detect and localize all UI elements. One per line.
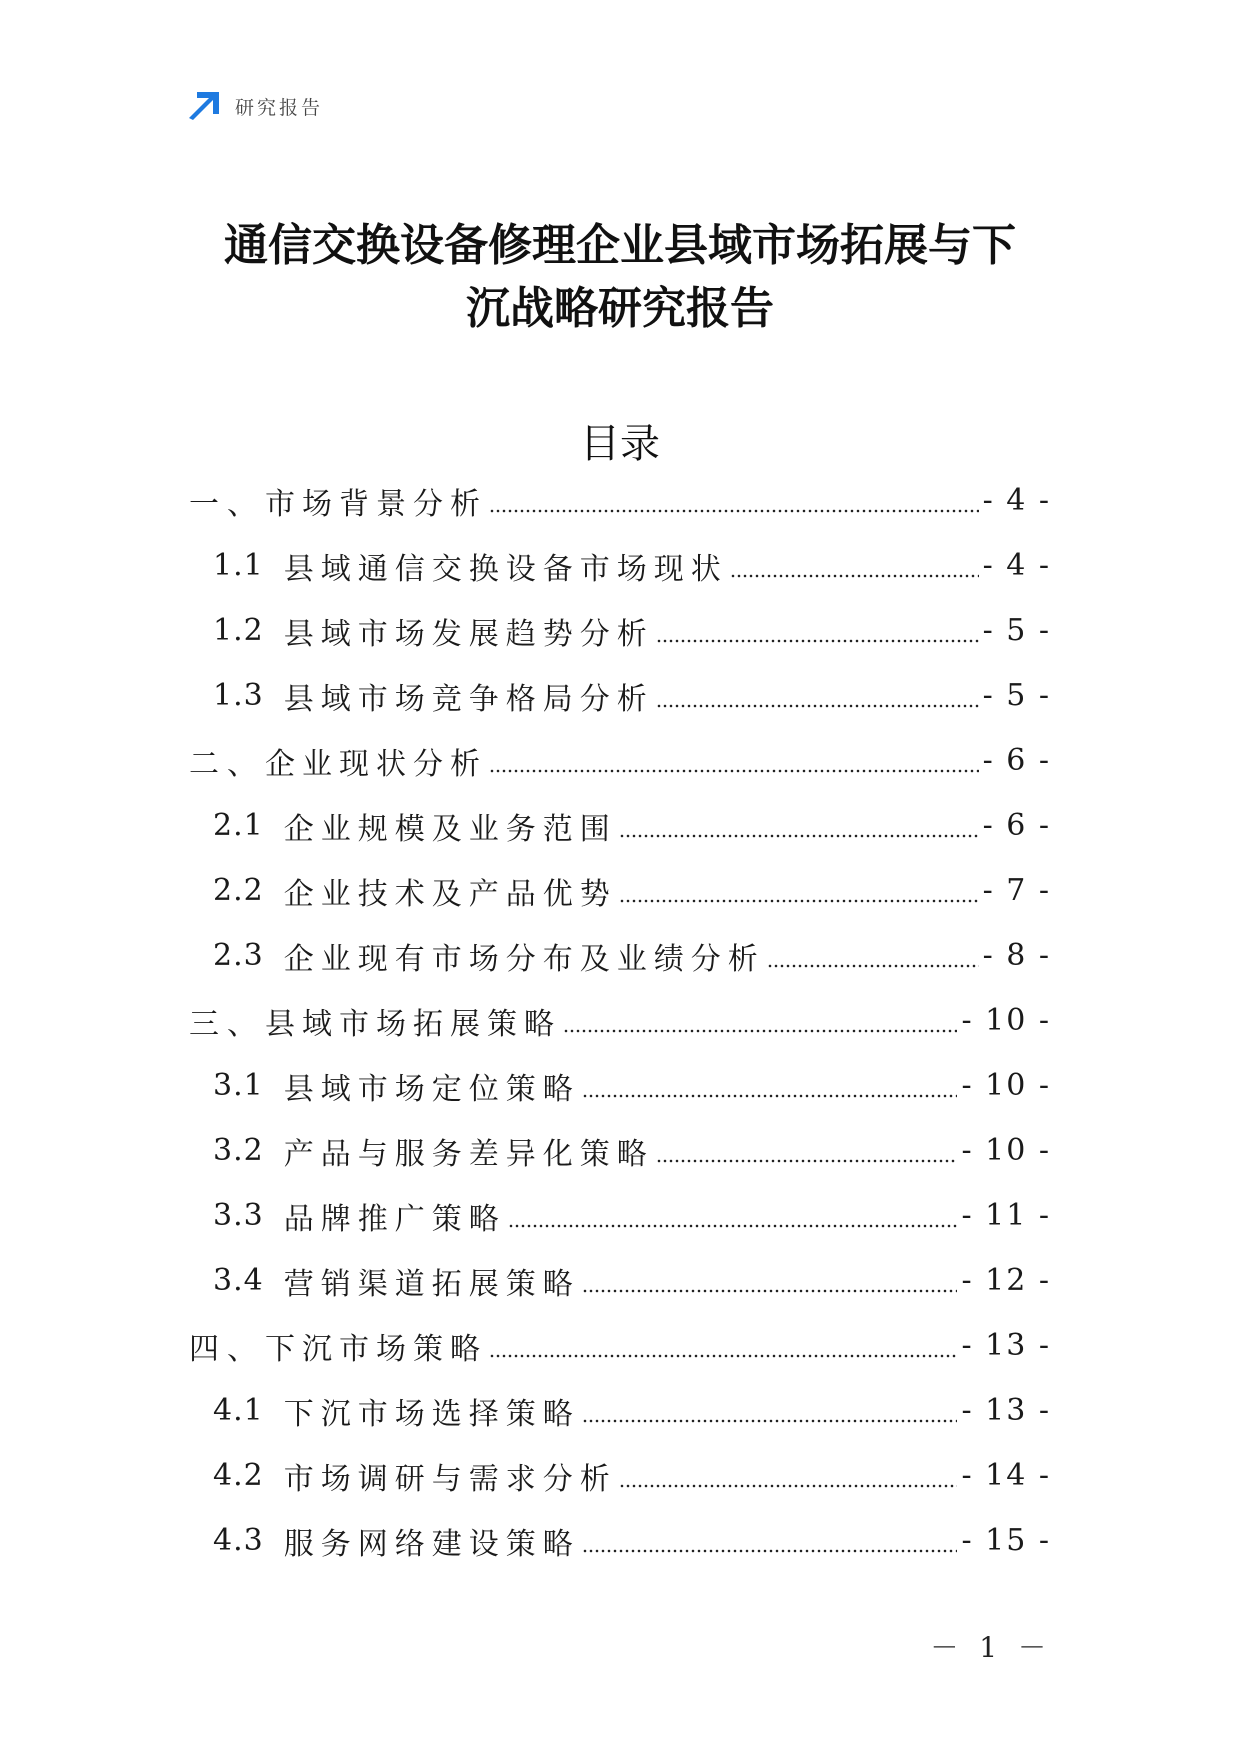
toc-entry-number: 4.3 xyxy=(213,1523,264,1558)
toc-entry-number: 一、 xyxy=(189,486,265,522)
toc-dot-leader xyxy=(619,811,979,841)
toc-entry[interactable] xyxy=(189,793,1051,858)
toc-entry-label: 企业现状分析 xyxy=(265,746,487,782)
toc-entry-label: 企业现有市场分布及业绩分析 xyxy=(283,941,765,977)
toc-entry-number: 2.2 xyxy=(213,873,264,908)
toc-entry-page: - 13 - xyxy=(961,1393,1051,1428)
toc-entry[interactable] xyxy=(189,728,1051,793)
toc-entry[interactable] xyxy=(189,988,1051,1053)
toc-entry-page: - 12 - xyxy=(961,1263,1051,1298)
toc-entry-page: - 6 - xyxy=(982,743,1051,778)
toc-entry-page: - 8 - xyxy=(982,938,1051,973)
toc-dot-leader xyxy=(656,616,979,646)
toc-entry-page: - 5 - xyxy=(982,613,1051,648)
toc-entry-label: 县域通信交换设备市场现状 xyxy=(283,551,728,587)
toc-dot-leader xyxy=(619,876,979,906)
toc-dot-leader xyxy=(489,486,979,516)
toc-entry-number: 1.3 xyxy=(213,678,264,713)
toc-entry-number: 3.3 xyxy=(213,1198,264,1233)
toc-dot-leader xyxy=(489,746,979,776)
toc-entry-label: 县域市场发展趋势分析 xyxy=(283,616,654,652)
table-of-contents xyxy=(189,468,1051,1573)
toc-entry-page: - 7 - xyxy=(982,873,1051,908)
toc-entry-label: 县域市场定位策略 xyxy=(283,1071,580,1107)
toc-entry-page: - 11 - xyxy=(961,1198,1051,1233)
page-number: － 1 － xyxy=(930,1631,1052,1664)
toc-entry[interactable] xyxy=(189,1183,1051,1248)
arrow-up-right-icon xyxy=(189,90,223,122)
toc-dot-leader xyxy=(582,1071,958,1101)
toc-dot-leader xyxy=(619,1461,958,1491)
toc-entry-page: - 10 - xyxy=(961,1003,1051,1038)
document-header xyxy=(189,88,323,124)
toc-dot-leader xyxy=(582,1266,958,1296)
toc-entry-number: 3.4 xyxy=(213,1263,264,1298)
toc-entry[interactable] xyxy=(189,1248,1051,1313)
toc-entry[interactable] xyxy=(189,663,1051,728)
toc-entry-label: 县域市场拓展策略 xyxy=(265,1006,561,1042)
toc-dot-leader xyxy=(767,941,979,971)
toc-entry-number: 4.1 xyxy=(213,1393,264,1428)
toc-dot-leader xyxy=(656,681,979,711)
toc-entry[interactable] xyxy=(189,858,1051,923)
toc-entry-number: 4.2 xyxy=(213,1458,264,1493)
toc-entry-number: 四、 xyxy=(189,1331,265,1367)
toc-entry-number: 3.1 xyxy=(213,1068,264,1103)
toc-entry[interactable] xyxy=(189,1118,1051,1183)
toc-entry-label: 县域市场竞争格局分析 xyxy=(283,681,654,717)
toc-entry-label: 企业规模及业务范围 xyxy=(283,811,617,847)
toc-entry-label: 企业技术及产品优势 xyxy=(283,876,617,912)
toc-entry-page: - 14 - xyxy=(961,1458,1051,1493)
toc-entry[interactable] xyxy=(189,533,1051,598)
header-label: 研究报告 xyxy=(235,96,324,119)
toc-entry-label: 下沉市场选择策略 xyxy=(283,1396,580,1432)
toc-dot-leader xyxy=(582,1396,958,1426)
toc-entry[interactable] xyxy=(189,1313,1051,1378)
report-title xyxy=(150,214,1090,340)
toc-entry[interactable] xyxy=(189,468,1051,533)
toc-entry-label: 下沉市场策略 xyxy=(265,1331,487,1367)
toc-entry-page: - 10 - xyxy=(961,1068,1051,1103)
toc-entry-page: - 15 - xyxy=(961,1523,1051,1558)
toc-heading: 目录 xyxy=(580,421,660,467)
toc-entry-number: 1.2 xyxy=(213,613,264,648)
toc-entry[interactable] xyxy=(189,1053,1051,1118)
toc-dot-leader xyxy=(563,1006,957,1036)
title-line-2: 沉战略研究报告 xyxy=(466,283,774,334)
toc-entry-label: 市场调研与需求分析 xyxy=(283,1461,617,1497)
title-line-1: 通信交换设备修理企业县域市场拓展与下 xyxy=(224,220,1016,271)
toc-entry[interactable] xyxy=(189,1508,1051,1573)
toc-entry-page: - 4 - xyxy=(982,483,1051,518)
toc-entry-page: - 4 - xyxy=(982,548,1051,583)
toc-entry[interactable] xyxy=(189,923,1051,988)
toc-entry-label: 产品与服务差异化策略 xyxy=(283,1136,654,1172)
toc-dot-leader xyxy=(582,1526,958,1556)
toc-entry[interactable] xyxy=(189,1443,1051,1508)
toc-entry-page: - 10 - xyxy=(961,1133,1051,1168)
toc-entry-number: 二、 xyxy=(189,746,265,782)
toc-dot-leader xyxy=(489,1331,957,1361)
toc-entry-label: 服务网络建设策略 xyxy=(283,1526,580,1562)
toc-entry-number: 三、 xyxy=(189,1006,265,1042)
toc-entry-number: 2.1 xyxy=(213,808,264,843)
toc-entry-number: 3.2 xyxy=(213,1133,264,1168)
toc-entry-label: 市场背景分析 xyxy=(265,486,487,522)
toc-entry-label: 营销渠道拓展策略 xyxy=(283,1266,580,1302)
toc-entry-number: 2.3 xyxy=(213,938,264,973)
toc-entry-number: 1.1 xyxy=(213,548,264,583)
toc-dot-leader xyxy=(656,1136,958,1166)
toc-dot-leader xyxy=(508,1201,958,1231)
toc-entry-page: - 13 - xyxy=(961,1328,1051,1363)
toc-entry-label: 品牌推广策略 xyxy=(283,1201,506,1237)
toc-entry-page: - 5 - xyxy=(982,678,1051,713)
toc-entry[interactable] xyxy=(189,1378,1051,1443)
toc-dot-leader xyxy=(730,551,979,581)
toc-entry[interactable] xyxy=(189,598,1051,663)
toc-entry-page: - 6 - xyxy=(982,808,1051,843)
